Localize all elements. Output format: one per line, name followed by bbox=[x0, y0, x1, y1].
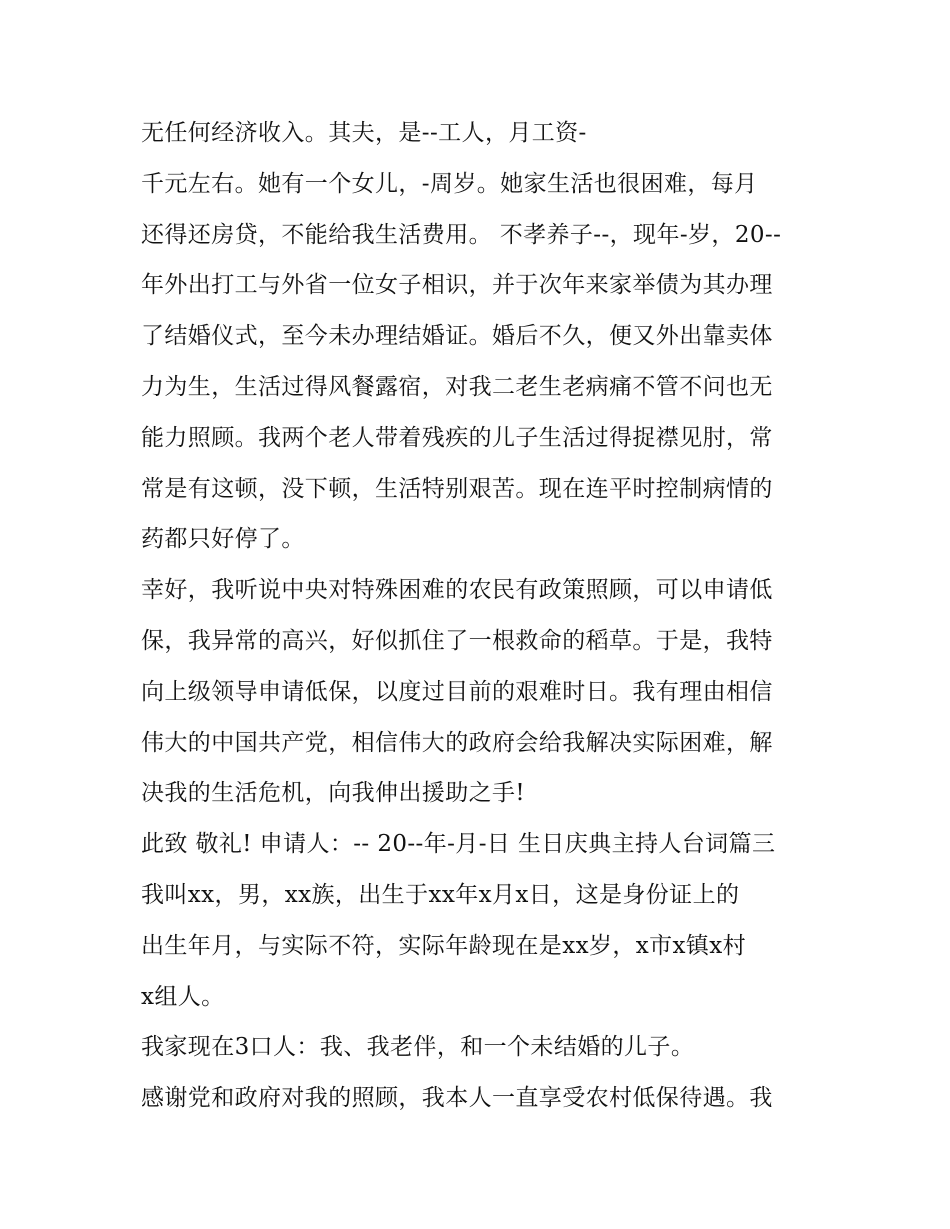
text-line: 我家现在3口人：我、我老伴，和一个未结婚的儿子。 bbox=[141, 1034, 695, 1061]
text-line: 能力照顾。我两个老人带着残疾的儿子生活过得捉襟见肘，常 bbox=[141, 424, 773, 451]
text-line: 伟大的中国共产党，相信伟大的政府会给我解决实际困难，解 bbox=[141, 729, 773, 756]
text-line: 还得还房贷，不能给我生活费用。 不孝养子--，现年-岁，20-- bbox=[141, 221, 782, 248]
text-line: 向上级领导申请低保，以度过目前的艰难时日。我有理由相信 bbox=[141, 678, 773, 705]
text-line: 年外出打工与外省一位女子相识，并于次年来家举债为其办理 bbox=[141, 272, 773, 299]
text-line: 药都只好停了。 bbox=[141, 526, 305, 553]
text-line: 无任何经济收入。其夫，是--工人，月工资- bbox=[141, 120, 587, 146]
text-line: 我叫xx，男，xx族，出生于xx年x月x日，这是身份证上的 bbox=[141, 881, 740, 908]
text-line: 常是有这顿，没下顿，生活特别艰苦。现在连平时控制病情的 bbox=[141, 475, 773, 502]
text-line: 保，我异常的高兴，好似抓住了一根救命的稻草。于是，我特 bbox=[141, 627, 773, 654]
text-line: 千元左右。她有一个女儿，-周岁。她家生活也很困难，每月 bbox=[141, 170, 758, 197]
text-line: 决我的生活危机，向我伸出援助之手! bbox=[141, 780, 526, 807]
text-line: 了结婚仪式，至今未办理结婚证。婚后不久，便又外出靠卖体 bbox=[141, 323, 773, 350]
text-line: 出生年月，与实际不符，实际年龄现在是xx岁，x市x镇x村 bbox=[141, 932, 747, 959]
text-line: 力为生，生活过得风餐露宿，对我二老生老病痛不管不问也无 bbox=[141, 373, 773, 400]
text-line: x组人。 bbox=[141, 983, 225, 1010]
text-line: 此致 敬礼! 申请人：-- 20--年-月-日 生日庆典主持人台词篇三 bbox=[141, 831, 776, 858]
text-line: 幸好，我听说中央对特殊困难的农民有政策照顾，可以申请低 bbox=[141, 577, 773, 604]
text-line: 感谢党和政府对我的照顾，我本人一直享受农村低保待遇。我 bbox=[141, 1085, 773, 1112]
document-body bbox=[141, 108, 821, 1124]
